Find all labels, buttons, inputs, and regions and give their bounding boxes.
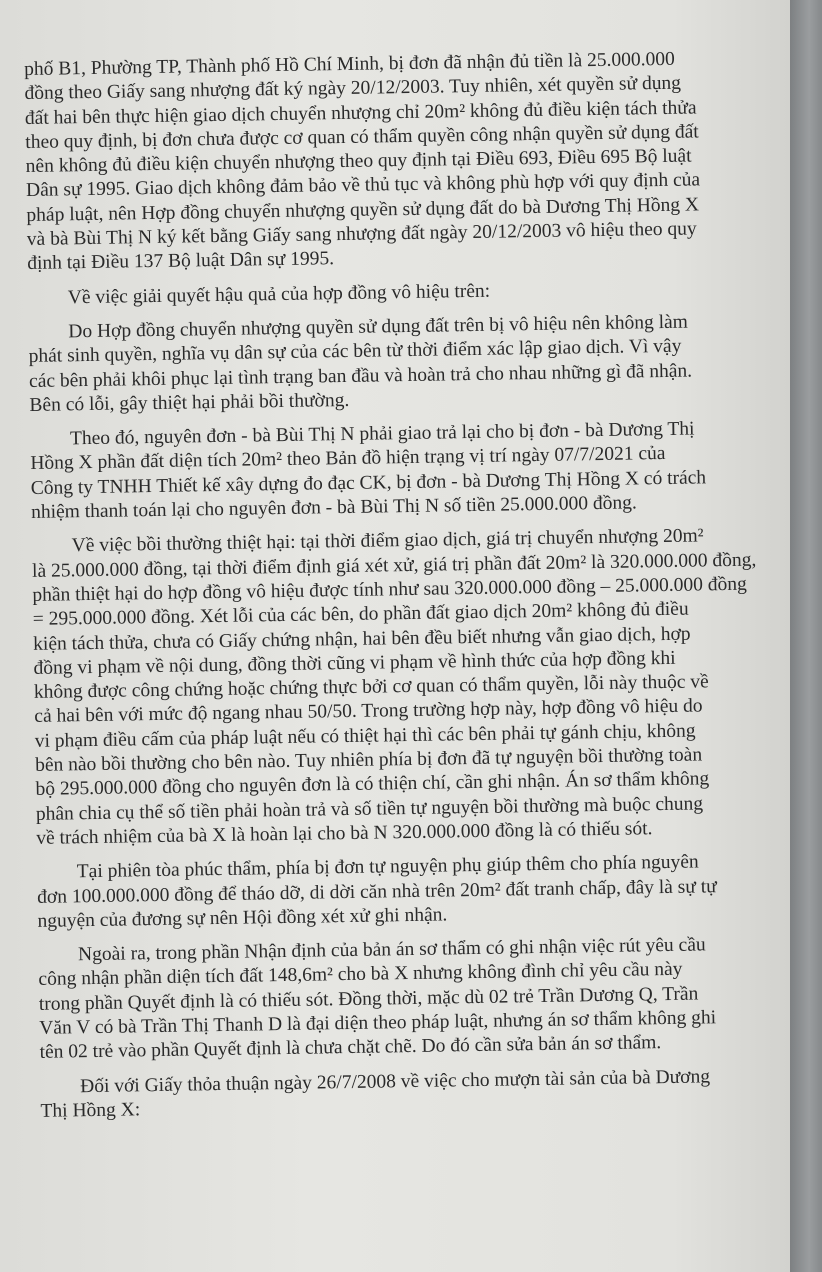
paragraph-restore-status xyxy=(28,309,795,418)
text-line: và bà Bùi Thị N ký kết bằng Giấy sang nhượng đất ngày 20/12/2003 vô hiệu theo quy xyxy=(26,218,697,251)
text-line: vi phạm điều cấm của pháp luật nếu có thiệt hại thì các bên phải tự gánh chịu, không xyxy=(34,720,696,752)
text-line: phần thiệt hại do hợp đồng vô hiệu được tính như sau 320.000.000 đồng – 25.000.000 đồng xyxy=(32,573,747,606)
text-line: kiện tách thửa, chưa có Giấy chứng nhận, hai bên đều biết nhưng vẫn giao dịch, hợp xyxy=(33,623,691,655)
text-line: công nhận phần diện tích đất 148,6m² cho bà X nhưng không đình chỉ yêu cầu này xyxy=(38,959,683,991)
text-line: Văn V có bà Trần Thị Thanh D là đại diện theo pháp luật, nhưng án sơ thẩm không ghi xyxy=(39,1007,717,1039)
text-line: Thị Hồng X: xyxy=(40,1099,141,1122)
text-line: nên không đủ điều kiện chuyển nhượng theo quy định tại Điều 693, Điều 695 Bộ luật xyxy=(25,145,692,178)
text-line: theo quy định, bị đơn chưa được cơ quan có thẩm quyền công nhận quyền sử dụng đất xyxy=(25,121,699,153)
text-line: không được công chứng hoặc chứng thực bởi cơ quan có thẩm quyền, lỗi này thuộc về xyxy=(33,671,709,704)
text-line: phân chia cụ thể số tiền phải hoàn trả và số tiền tự nguyện bồi thường mà buộc chung xyxy=(35,793,704,825)
text-line: bên nào bồi thường cho bên nào. Tuy nhiên phía bị đơn đã tự nguyện bồi thường toàn xyxy=(34,744,703,776)
page-edge-shadow xyxy=(790,0,822,1272)
paragraph-agreement-2008 xyxy=(40,1063,807,1124)
paragraph-return-land xyxy=(30,416,797,525)
text-line: là 25.000.000 đồng, tại thời điểm định giá xét xử, giá trị phần đất 20m² là 320.000.000 đồng, xyxy=(31,549,757,582)
text-line: phố B1, Phường TP, Thành phố Hồ Chí Minh, bị đơn đã nhận đủ tiền là 25.000.000 xyxy=(24,48,675,80)
paragraph-damages xyxy=(31,523,802,851)
text-line: phát sinh quyền, nghĩa vụ dân sự của các bên từ thời điểm xác lập giao dịch. Vì vậy xyxy=(28,335,682,368)
text-line: = 295.000.000 đồng. Xét lỗi của các bên, do phần đất giao dịch 20m² không đủ điều xyxy=(32,598,689,631)
text-line: Công ty TNHH Thiết kế xây dựng đo đạc CK, bị đơn - bà Dương Thị Hồng X có trách xyxy=(30,467,707,499)
text-line: Đối với Giấy thỏa thuận ngày 26/7/2008 về việc cho mượn tài sản của bà Dương xyxy=(79,1065,711,1097)
text-line: Tại phiên tòa phúc thẩm, phía bị đơn tự nguyện phụ giúp thêm cho phía nguyên xyxy=(76,851,699,883)
text-line: Ngoài ra, trong phần Nhận định của bản án sơ thẩm có ghi nhận việc rút yêu cầu xyxy=(77,934,706,966)
text-line: tên 02 trẻ vào phần Quyết định là chưa chặt chẽ. Do đó cần sửa bản án sơ thẩm. xyxy=(39,1032,662,1064)
text-line: Về việc giải quyết hậu quả của hợp đồng vô hiệu trên: xyxy=(67,280,491,309)
text-line: đơn 100.000.000 đồng để tháo dỡ, di dời căn nhà trên 20m² đất tranh chấp, đây là sự tự xyxy=(37,875,717,908)
text-line: Do Hợp đồng chuyển nhượng quyền sử dụng đất trên bị vô hiệu nên không làm xyxy=(68,311,689,343)
text-line: Bên có lỗi, gây thiệt hại phải bồi thường. xyxy=(29,389,350,416)
text-line: về trách nhiệm của bà X là hoàn lại cho bà N 320.000.000 đồng là có thiếu sót. xyxy=(36,818,653,849)
text-line: nhiệm thanh toán lại cho nguyên đơn - bà Bùi Thị N số tiền 25.000.000 đồng. xyxy=(30,492,637,523)
text-line: đồng vi phạm về nội dung, đồng thời cũng vi phạm về hình thức của hợp đồng khi xyxy=(33,647,676,679)
text-line: Theo đó, nguyên đơn - bà Bùi Thị N phải giao trả lại cho bị đơn - bà Dương Thị xyxy=(69,418,695,450)
text-line: pháp luật, nên Hợp đồng chuyển nhượng quyền sử dụng đất do bà Dương Thị Hồng X xyxy=(26,194,700,226)
text-line: các bên phải khôi phục lại tình trạng ban đầu và hoàn trả cho nhau những gì đã nhận. xyxy=(28,360,693,392)
text-line: Về việc bồi thường thiệt hại: tại thời điểm giao dịch, giá trị chuyển nhượng 20m² xyxy=(71,525,704,557)
text-line: cả hai bên với mức độ ngang nhau 50/50. Trong trường hợp này, hợp đồng vô hiệu do xyxy=(34,695,703,728)
paragraph-contract-invalid xyxy=(24,46,793,277)
text-line: đồng theo Giấy sang nhượng đất ký ngày 20/12/2003. Tuy nhiên, xét quyền sử dụng xyxy=(24,72,682,105)
text-line: trong phần Quyết định là có thiếu sót. Đồng thời, mặc dù 02 trẻ Trần Dương Q, Trần xyxy=(38,983,699,1015)
text-line: Dân sự 1995. Giao dịch không đảm bảo về thủ tục và không phù hợp với quy định của xyxy=(25,169,701,202)
paragraph-appeal-support xyxy=(37,849,804,934)
paragraph-amend-judgment xyxy=(38,932,806,1066)
text-line: đất hai bên thực hiện giao dịch chuyển nhượng chỉ 20m² không đủ điều kiện tách thửa xyxy=(24,97,697,129)
text-line: nguyện của đương sự nên Hội đồng xét xử ghi nhận. xyxy=(37,904,448,932)
document-body xyxy=(24,46,807,1134)
paragraph-consequences-heading xyxy=(28,275,794,311)
text-line: Hồng X phần đất diện tích 20m² theo Bản đồ hiện trạng vị trí ngày 07/7/2021 của xyxy=(30,443,666,475)
text-line: định tại Điều 137 Bộ luật Dân sự 1995. xyxy=(27,248,335,275)
text-line: bộ 295.000.000 đồng cho nguyên đơn là có thiện chí, cần ghi nhận. Án sơ thẩm không xyxy=(35,768,710,801)
